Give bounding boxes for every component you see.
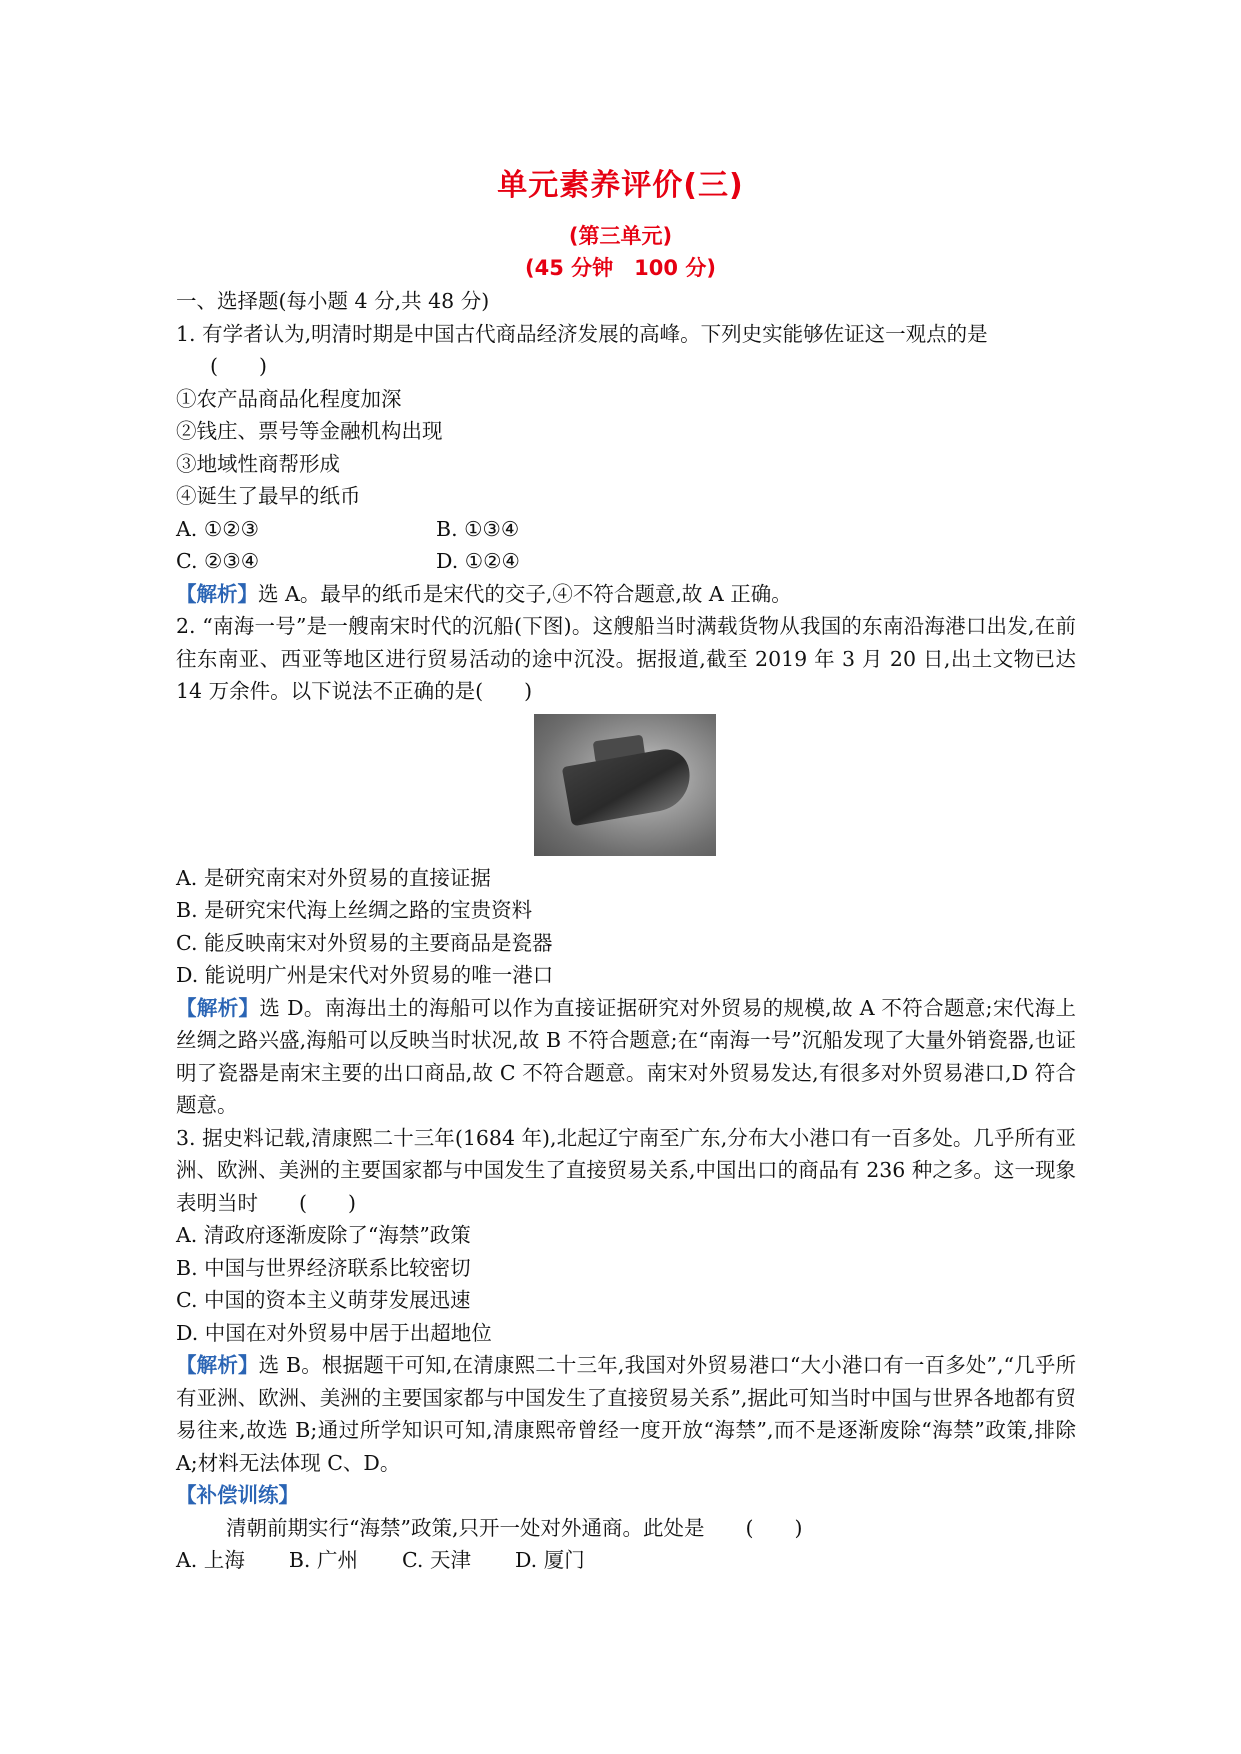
q1-options-row [176,513,1076,546]
q3-analysis-text: 选 B。根据题干可知,在清康熙二十三年,我国对外贸易港口“大小港口有一百多处”,“几乎所有亚洲、欧洲、美洲的主要国家都与中国发生了直接贸易关系”,据此可知当时中国与世界各地都有贸易往来,故选 B;通过所学知识可知,清康熙帝曾经一度开放“海禁”,而不是逐渐废除“海禁”政策,排除 A;材料无法体现 C、D。 [176,1353,1077,1475]
q3-option-b: B. 中国与世界经济联系比较密切 [176,1255,471,1280]
q1-option-b: B. ①③④ [436,516,520,541]
q1-option-a: A. ①②③ [176,516,259,541]
q3-option-a: A. 清政府逐渐废除了“海禁”政策 [176,1223,471,1247]
section-heading: 一、选择题(每小题 4 分,共 48 分) [176,289,490,313]
shipwreck-photo [534,714,716,856]
q3-analysis [176,1349,1076,1479]
q1-item: ④诞生了最早的纸币 [176,484,361,508]
q1-analysis-text: 选 A。最早的纸币是宋代的交子,④不符合题意,故 A 正确。 [258,581,792,606]
unit-subtitle: (第三单元) [568,224,673,248]
q2-option-b: B. 是研究宋代海上丝绸之路的宝贵资料 [176,898,533,922]
q2-option-d: D. 能说明广州是宋代对外贸易的唯一港口 [176,963,554,987]
q1-item: ①农产品商品化程度加深 [176,386,402,411]
q1-item: ②钱庄、票号等金融机构出现 [176,419,443,443]
q1-analysis [176,578,1076,611]
q1-item: ③地域性商帮形成 [176,451,340,476]
q1-options-row [176,545,1076,578]
q1-stem: 1. 有学者认为,明清时期是中国古代商品经济发展的高峰。下列史实能够佐证这一观点的是 [176,321,988,346]
q3-option-c: C. 中国的资本主义萌芽发展迅速 [176,1288,471,1312]
supplement-option-c: C. 天津 [401,1548,471,1572]
q3-stem: 3. 据史料记载,清康熙二十三年(1684 年),北起辽宁南至广东,分布大小港口有一百多处。几乎所有亚洲、欧洲、美洲的主要国家都与中国发生了直接贸易关系,中国出口的商品有 236 种之多。这一现象表明当时 ( ) [176,1125,1076,1215]
supplement-options-row [176,1544,1076,1577]
analysis-tag: 【解析】 [176,995,260,1020]
document-body [176,285,1076,1577]
q1-option-c: C. ②③④ [176,549,260,573]
q2-option-a: A. 是研究南宋对外贸易的直接证据 [176,865,491,890]
supplement-option-d: D. 厦门 [514,1548,585,1572]
q1-option-d: D. ①②④ [436,549,520,573]
supplement-option-a: A. 上海 [176,1548,245,1572]
q2-analysis-text: 选 D。南海出土的海船可以作为直接证据研究对外贸易的规模,故 A 不符合题意;宋代海上丝绸之路兴盛,海船可以反映当时状况,故 B 不符合题意;在“南海一号”沉船发现了大量外销瓷器,也证明了瓷器是南宋主要的出口商品,故 C 不符合题意。南宋对外贸易发达,有很多对外贸易港口,D 符合题意。 [176,995,1076,1117]
q3-option-d: D. 中国在对外贸易中居于出超地位 [176,1320,492,1345]
q1-blank: ( ) [210,354,267,378]
shipwreck-hull-shape [562,745,696,826]
q2-stem: 2. “南海一号”是一艘南宋时代的沉船(下图)。这艘船当时满载货物从我国的东南沿海港口出发,在前往东南亚、西亚等地区进行贸易活动的途中沉没。据报道,截至 2019 年 3 月 20 日,出土文物已达 14 万余件。以下说法不正确的是( ) [176,614,1076,703]
q2-analysis [176,992,1076,1122]
page-title: 单元素养评价(三) [497,168,744,203]
supplement-stem: 清朝前期实行“海禁”政策,只开一处对外通商。此处是 ( ) [226,1515,803,1540]
time-score-subtitle: (45 分钟 100 分) [525,256,716,280]
analysis-tag: 【解析】 [176,581,258,606]
analysis-tag: 【解析】 [176,1353,259,1377]
q2-option-c: C. 能反映南宋对外贸易的主要商品是瓷器 [176,930,553,955]
supplement-option-b: B. 广州 [288,1548,358,1572]
supplement-tag: 【补偿训练】 [176,1483,299,1507]
